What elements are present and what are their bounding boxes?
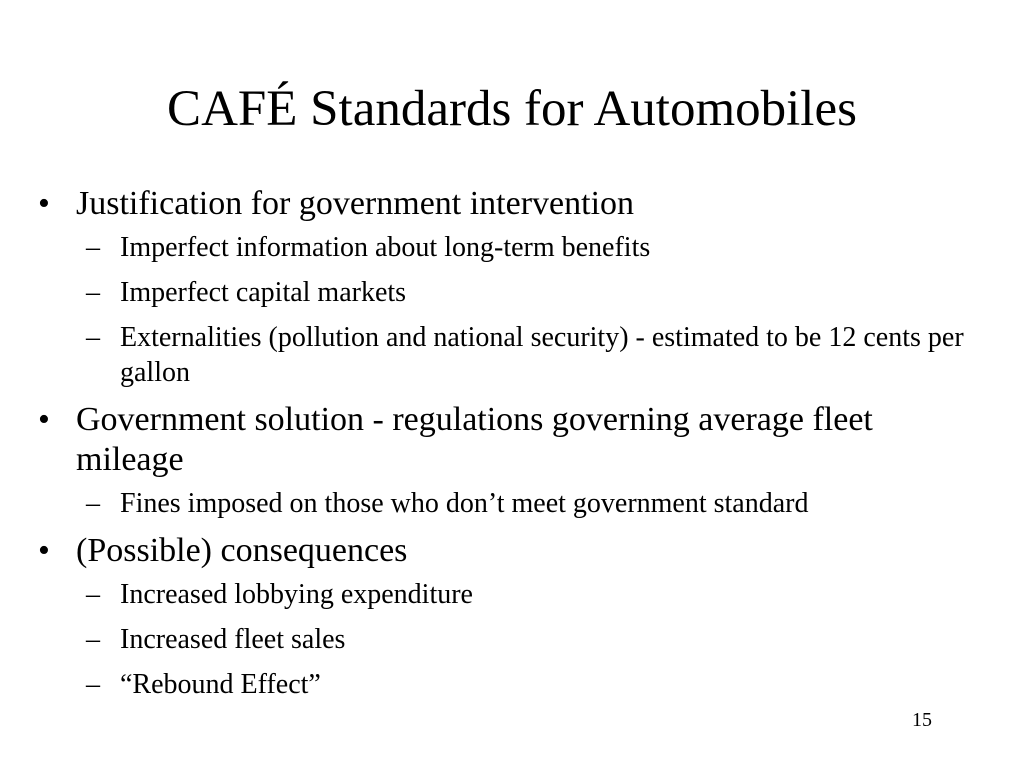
bullet-item (36, 400, 986, 480)
sub-bullet-text: Fines imposed on those who don’t meet government standard (120, 488, 809, 519)
bullet-icon: • (38, 401, 50, 438)
dash-icon: – (86, 624, 100, 655)
bullet-text: (Possible) consequences (76, 532, 408, 569)
bullet-text: Justification for government intervention (76, 185, 635, 222)
page-number: 15 (912, 709, 932, 731)
sub-bullet-item (36, 275, 986, 310)
bullet-item (36, 531, 986, 571)
sub-bullet-text: Imperfect capital markets (120, 277, 407, 308)
dash-icon: – (86, 669, 100, 700)
slide-body (36, 184, 986, 712)
sub-bullet-item (36, 667, 986, 702)
bullet-text: Government solution - regulations governing average fleet mileage (76, 401, 873, 478)
sub-bullet-item (36, 577, 986, 612)
dash-icon: – (86, 579, 100, 610)
bullet-icon: • (38, 185, 50, 222)
sub-bullet-item (36, 230, 986, 265)
dash-icon: – (86, 277, 100, 308)
sub-bullet-text: Increased fleet sales (120, 624, 346, 655)
sub-bullet-text: Imperfect information about long-term benefits (120, 232, 651, 263)
sub-bullet-item (36, 622, 986, 657)
sub-bullet-text: Increased lobbying expenditure (120, 579, 473, 610)
sub-bullet-item (36, 320, 986, 390)
sub-bullet-item (36, 486, 986, 521)
slide-title: CAFÉ Standards for Automobiles (167, 81, 857, 137)
dash-icon: – (86, 488, 100, 519)
dash-icon: – (86, 232, 100, 263)
sub-bullet-text: Externalities (pollution and national security) - estimated to be 12 cents per gallon (120, 322, 964, 388)
dash-icon: – (86, 322, 100, 353)
bullet-item (36, 184, 986, 224)
bullet-icon: • (38, 532, 50, 569)
sub-bullet-text: “Rebound Effect” (120, 669, 321, 700)
